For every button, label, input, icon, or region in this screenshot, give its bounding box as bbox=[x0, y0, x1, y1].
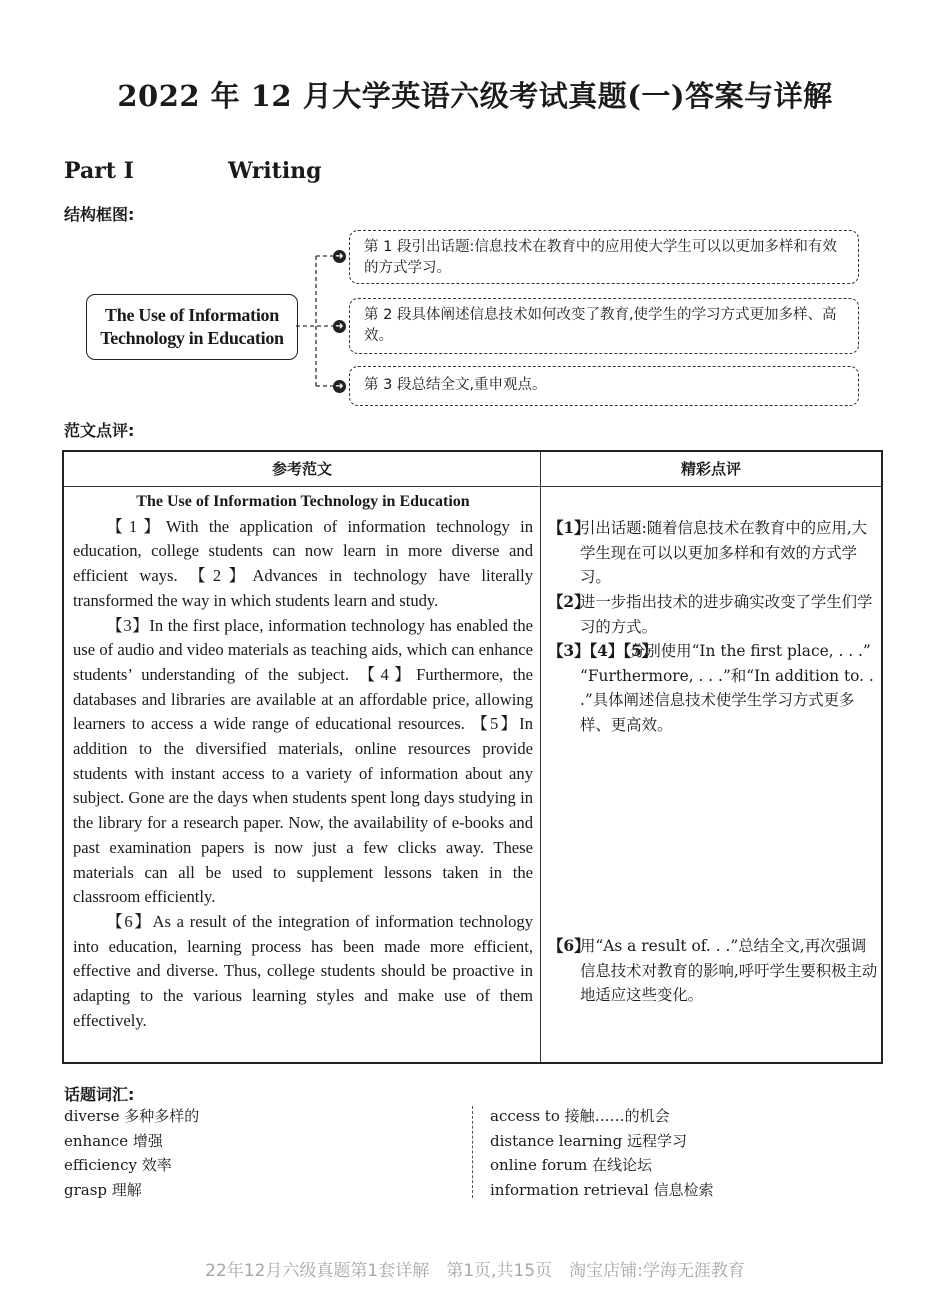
essay-column-header: 参考范文 bbox=[271, 460, 332, 478]
comment-tag: 【3】【4】【5】 bbox=[548, 642, 658, 660]
comment-6 bbox=[548, 934, 878, 1008]
comment-tag: 【6】 bbox=[548, 937, 590, 955]
center-line-2: Technology in Education bbox=[100, 328, 284, 348]
column-divider bbox=[540, 452, 541, 1062]
essay-title: The Use of Information Technology in Education bbox=[136, 493, 470, 510]
vocab-item: grasp 理解 bbox=[64, 1180, 142, 1199]
arrow-right-icon: ➜ bbox=[333, 380, 346, 393]
essay-paragraph-3: 【6】As a result of the integration of information technology into education, learning process has been made more efficient, effective and diverse. Thus, college students should be proactive in adapting to the various learning styles and make use of them effectively. bbox=[73, 911, 533, 1030]
comment-text: 用“As a result of. . .”总结全文,再次强调信息技术对教育的影响,呼吁学生要积极主动地适应这些变化。 bbox=[580, 937, 878, 1005]
vocab-item: diverse 多种多样的 bbox=[64, 1107, 200, 1125]
arrow-right-icon: ➜ bbox=[333, 320, 346, 333]
comment-text: 进一步指出技术的进步确实改变了学生们学习的方式。 bbox=[580, 593, 873, 636]
branch-paragraph-1: 第 1 段引出话题:信息技术在教育中的应用使大学生可以以更加多样和有效的方式学习。 bbox=[349, 230, 859, 284]
vocab-item: distance learning 远程学习 bbox=[490, 1131, 688, 1150]
part-number: Part Ⅰ bbox=[64, 158, 134, 184]
vocab-item: enhance 增强 bbox=[64, 1131, 163, 1150]
essay-paragraph-1: 【1】With the application of information technology in education, college students can now learn in more diverse and efficient ways. 【2】Advances in technology have literally transformed the way in which students learn and study. bbox=[73, 516, 533, 610]
sample-essay bbox=[73, 490, 533, 1033]
branch-paragraph-3: 第 3 段总结全文,重申观点。 bbox=[349, 366, 859, 406]
comments-column-header: 精彩点评 bbox=[680, 460, 741, 478]
comment-text: 分别使用“In the first place, . . .” “Furthermore, . . .”和“In addition to. . .”具体阐述信息技术使学生学习方式更多样、更高效。 bbox=[580, 642, 874, 735]
review-table bbox=[62, 450, 883, 1064]
vocab-item: online forum 在线论坛 bbox=[490, 1156, 652, 1174]
comment-3 bbox=[548, 639, 878, 738]
part-name: Writing bbox=[228, 158, 322, 184]
vocab-label: 话题词汇: bbox=[64, 1085, 135, 1104]
page-title: 2022 年 12 月大学英语六级考试真题(一)答案与详解 bbox=[117, 79, 833, 113]
comment-tag: 【1】 bbox=[548, 519, 590, 537]
table-header-row bbox=[64, 452, 881, 487]
vocab-divider bbox=[472, 1106, 473, 1198]
center-topic-box bbox=[86, 294, 298, 360]
structure-diagram bbox=[0, 0, 950, 420]
structure-label: 结构框图: bbox=[64, 205, 135, 224]
comment-1 bbox=[548, 516, 878, 590]
comment-tag: 【2】 bbox=[548, 593, 590, 611]
vocab-item: efficiency 效率 bbox=[64, 1156, 172, 1174]
center-line-1: The Use of Information bbox=[105, 305, 279, 325]
comment-text: 引出话题:随着信息技术在教育中的应用,大学生现在可以以更加多样和有效的方式学习。 bbox=[580, 519, 868, 587]
vocab-item: information retrieval 信息检索 bbox=[490, 1180, 714, 1199]
vocab-list-right bbox=[490, 1104, 714, 1202]
review-label: 范文点评: bbox=[64, 421, 135, 440]
vocab-list-left bbox=[64, 1104, 199, 1202]
vocab-item: access to 接触……的机会 bbox=[490, 1107, 670, 1125]
branch-paragraph-2: 第 2 段具体阐述信息技术如何改变了教育,使学生的学习方式更加多样、高效。 bbox=[349, 298, 859, 354]
essay-paragraph-2: 【3】In the first place, information technology has enabled the use of audio and video materials as teaching aids, which can enhance students’ understanding of the subject. 【4】Furthermore, the databases and libraries are available at an affordable price, allowing learners to access a wide range of educational resources. 【5】In addition to the diversified materials, online resources provide students with instant access to a variety of information about any subject. Gone are the days when students spent long days studying in the library for a research paper. Now, the availability of e-books and past examination papers is now just a few clicks away. These materials can all be used to supplement lessons taken in the classroom efficiently. bbox=[73, 615, 533, 907]
arrow-right-icon: ➜ bbox=[333, 250, 346, 263]
comment-2 bbox=[548, 590, 878, 639]
footer-watermark: 22年12月六级真题第1套详解 第1页,共15页 淘宝店铺:学海无涯教育 bbox=[205, 1261, 745, 1281]
